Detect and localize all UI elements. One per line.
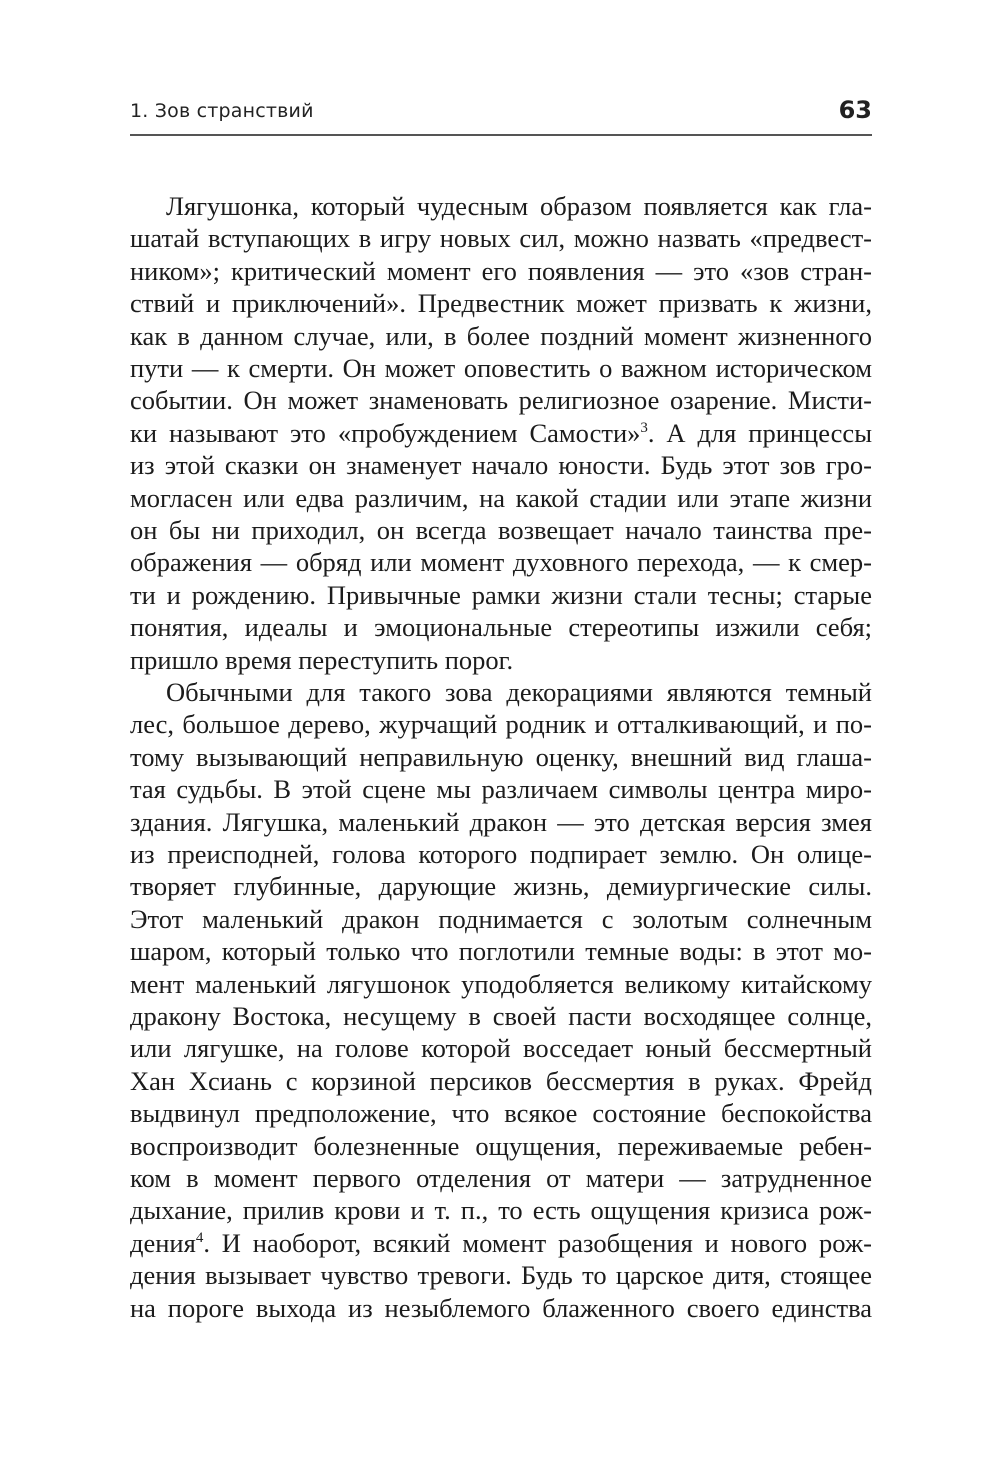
text-line: воспроизводит болезненные ощущения, переживаемые ребен-	[130, 1130, 872, 1161]
footnote-ref[interactable]: 4	[195, 1229, 204, 1246]
text-line: шаром, который только что поглотили темные воды: в этот мо-	[130, 936, 872, 967]
text-line	[130, 1227, 872, 1259]
text-line: ображения — обряд или момент духовного перехода, — к смер-	[130, 547, 872, 578]
header-rule	[130, 134, 872, 136]
text-line	[130, 417, 872, 449]
text-line: дения вызывает чувство тревоги. Будь то царское дитя, стоящее	[130, 1260, 872, 1291]
text-line: ником»; критический момент его появления — это «зов стран-	[130, 255, 872, 286]
text-line: Хан Хсиань с корзиной персиков бессмертия в руках. Фрейд	[130, 1065, 872, 1096]
text-line: из этой сказки он знаменует начало юности. Будь этот зов гро-	[130, 450, 872, 481]
text-line: Лягушонка, который чудесным образом появляется как гла-	[166, 191, 872, 221]
text-line: лес, большое дерево, журчащий родник и отталкивающий, и по-	[130, 709, 872, 740]
footnote-ref[interactable]: 3	[640, 419, 648, 436]
text-line: ти и рождению. Привычные рамки жизни стали тесны; старые	[130, 579, 872, 610]
text-line: он бы ни приходил, он всегда возвещает начало таинства пре-	[130, 515, 872, 545]
text-line: понятия, идеалы и эмоциональные стереотипы изжили себя;	[130, 612, 872, 643]
text-line: или лягушке, на голове которой восседает юный бессмертный	[130, 1033, 872, 1064]
text-line: шатай вступающих в игру новых сил, можно назвать «предвест-	[130, 223, 872, 254]
text-line: мент маленький лягушонок уподобляется великому китайскому	[130, 968, 872, 999]
running-head: 1. Зов странствий	[130, 100, 314, 122]
text-line: тому вызывающий неправильную оценку, внешний вид глаша-	[130, 741, 872, 772]
text-line: из преисподней, голова которого подпирает землю. Он олице-	[130, 839, 872, 869]
page-number: 63	[838, 96, 872, 124]
text-line: пути — к смерти. Он может оповестить о важном историческом	[130, 353, 872, 383]
text-line: могласен или едва различим, на какой стадии или этапе жизни	[130, 482, 872, 513]
text-line: ком в момент первого отделения от матери — затрудненное	[130, 1163, 872, 1193]
text-line: Этот маленький дракон поднимается с золотым солнечным	[130, 903, 872, 934]
text-line: здания. Лягушка, маленький дракон — это детская версия змея	[130, 806, 872, 837]
text-line: творяет глубинные, дарующие жизнь, демиургические силы.	[130, 871, 872, 902]
text-segment: ки называют это «пробуждением Самости»	[130, 417, 641, 448]
text-line: ствий и приключений». Предвестник может призвать к жизни,	[130, 288, 872, 319]
text-line: дракону Востока, несущему в своей пасти восходящее солнце,	[130, 1001, 872, 1031]
text-line: Обычными для такого зова декорациями являются темный	[166, 677, 872, 707]
text-line: выдвинул предположение, что всякое состояние беспокойства	[130, 1098, 872, 1129]
text-line: тая судьбы. В этой сцене мы различаем символы центра миро-	[130, 774, 872, 805]
text-segment: . А для принцессы	[647, 417, 872, 448]
text-segment: . И наоборот, всякий момент разобщения и нового рож-	[203, 1227, 872, 1258]
text-segment: дения	[130, 1227, 196, 1258]
text-line: на пороге выхода из незыблемого блаженного своего единства	[130, 1292, 872, 1323]
text-line: как в данном случае, или, в более поздний момент жизненного	[130, 320, 872, 351]
text-line: событии. Он может знаменовать религиозное озарение. Мисти-	[130, 385, 872, 416]
text-line: дыхание, прилив крови и т. п., то есть ощущения кризиса рож-	[130, 1195, 872, 1226]
text-line: пришло время переступить порог.	[130, 644, 514, 675]
